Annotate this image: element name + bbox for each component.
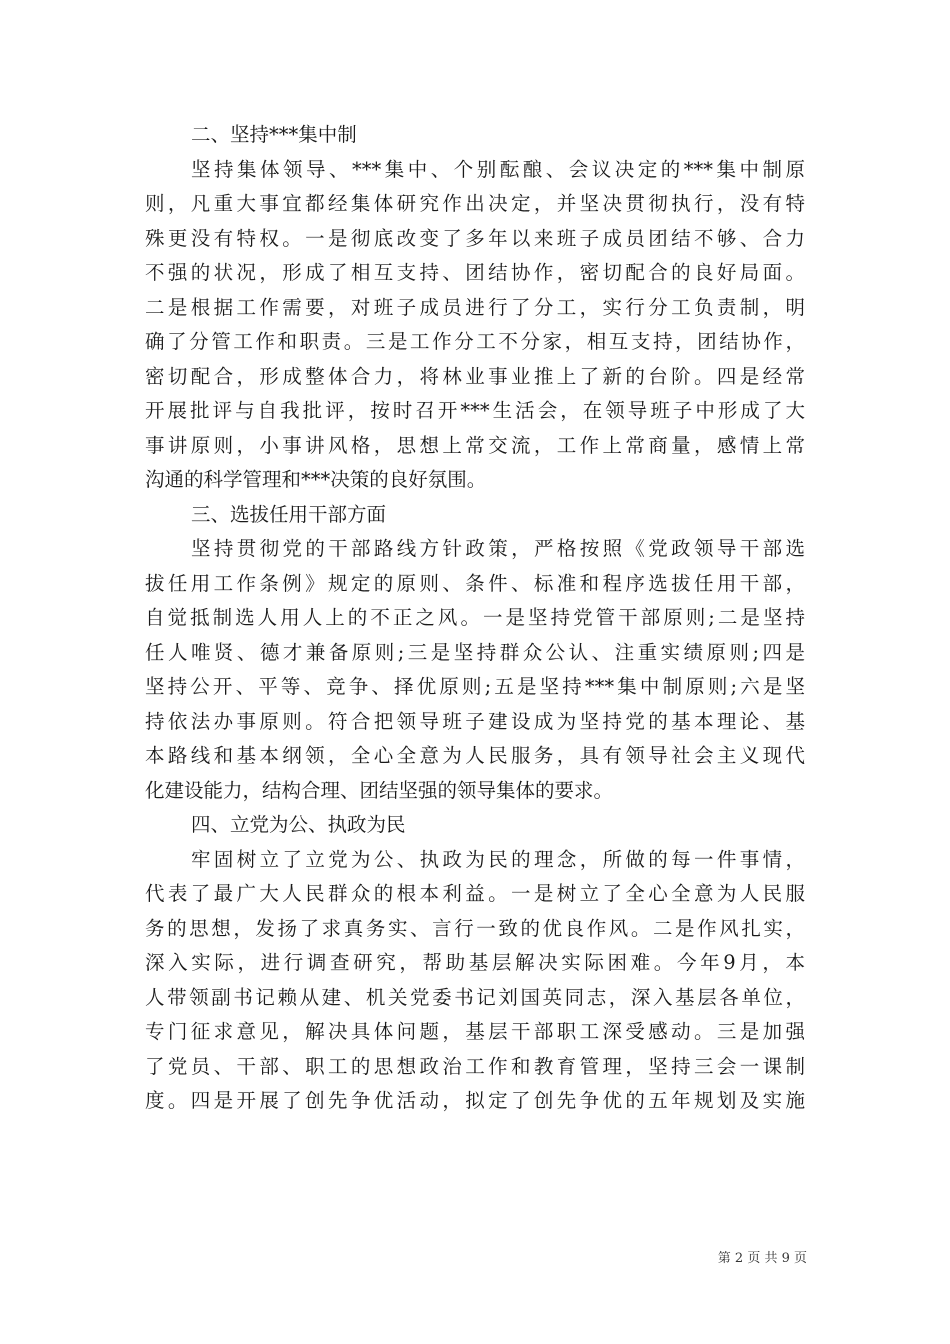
paragraph-line: 二是根据工作需要，对班子成员进行了分工，实行分工负责制，明: [145, 295, 805, 319]
paragraph-line: 任人唯贤、德才兼备原则;三是坚持群众公认、注重实绩原则;四是: [145, 640, 805, 664]
paragraph-line: 不强的状况，形成了相互支持、团结协作，密切配合的良好局面。: [145, 261, 805, 284]
paragraph-line: 了党员、干部、职工的思想政治工作和教育管理，坚持三会一课制: [145, 1054, 805, 1078]
paragraph-line: 专门征求意见，解决具体问题，基层干部职工深受感动。三是加强: [145, 1020, 805, 1043]
section-heading: 四、立党为公、执政为民: [191, 813, 406, 836]
paragraph-line: 深入实际，进行调查研究，帮助基层解决实际困难。今年9月，本: [145, 951, 805, 974]
paragraph-line: 牢固树立了立党为公、执政为民的理念，所做的每一件事情，: [191, 847, 805, 871]
paragraph-line: 则，凡重大事宜都经集体研究作出决定，并坚决贯彻执行，没有特: [145, 192, 805, 215]
paragraph-line: 沟通的科学管理和***决策的良好氛围。: [145, 468, 487, 491]
paragraph-line: 人带领副书记赖从建、机关党委书记刘国英同志，深入基层各单位，: [145, 985, 805, 1009]
paragraph-line: 拔任用工作条例》规定的原则、条件、标准和程序选拔任用干部，: [145, 571, 805, 595]
paragraph-line: 事讲原则，小事讲风格，思想上常交流，工作上常商量，感情上常: [145, 433, 805, 457]
paragraph-line: 持依法办事原则。符合把领导班子建设成为坚持党的基本理论、基: [145, 709, 805, 733]
page-number: 第 2 页 共 9 页: [717, 1251, 807, 1266]
paragraph-line: 殊更没有特权。一是彻底改变了多年以来班子成员团结不够、合力: [145, 226, 805, 250]
paragraph-line: 密切配合，形成整体合力，将林业事业推上了新的台阶。四是经常: [145, 364, 805, 388]
paragraph-line: 化建设能力，结构合理、团结坚强的领导集体的要求。: [145, 778, 614, 802]
section-heading: 三、选拔任用干部方面: [191, 502, 387, 526]
document-body: [145, 118, 805, 1119]
paragraph-line: 自觉抵制选人用人上的不正之风。一是坚持党管干部原则;二是坚持: [145, 606, 805, 629]
paragraph-line: 坚持公开、平等、竞争、择优原则;五是坚持***集中制原则;六是坚: [145, 675, 805, 698]
paragraph-line: 度。四是开展了创先争优活动，拟定了创先争优的五年规划及实施: [145, 1089, 805, 1112]
paragraph-line: 开展批评与自我批评，按时召开***生活会，在领导班子中形成了大: [145, 399, 805, 422]
section-heading: 二、坚持***集中制: [191, 123, 357, 146]
paragraph-line: 坚持集体领导、***集中、个别酝酿、会议决定的***集中制原: [191, 157, 805, 181]
paragraph-line: 务的思想，发扬了求真务实、言行一致的优良作风。二是作风扎实，: [145, 916, 805, 940]
paragraph-line: 坚持贯彻党的干部路线方针政策，严格按照《党政领导干部选: [191, 537, 805, 560]
paragraph-line: 代表了最广大人民群众的根本利益。一是树立了全心全意为人民服: [145, 882, 805, 905]
paragraph-line: 确了分管工作和职责。三是工作分工不分家，相互支持，团结协作，: [145, 330, 805, 353]
paragraph-line: 本路线和基本纲领，全心全意为人民服务，具有领导社会主义现代: [145, 744, 805, 767]
